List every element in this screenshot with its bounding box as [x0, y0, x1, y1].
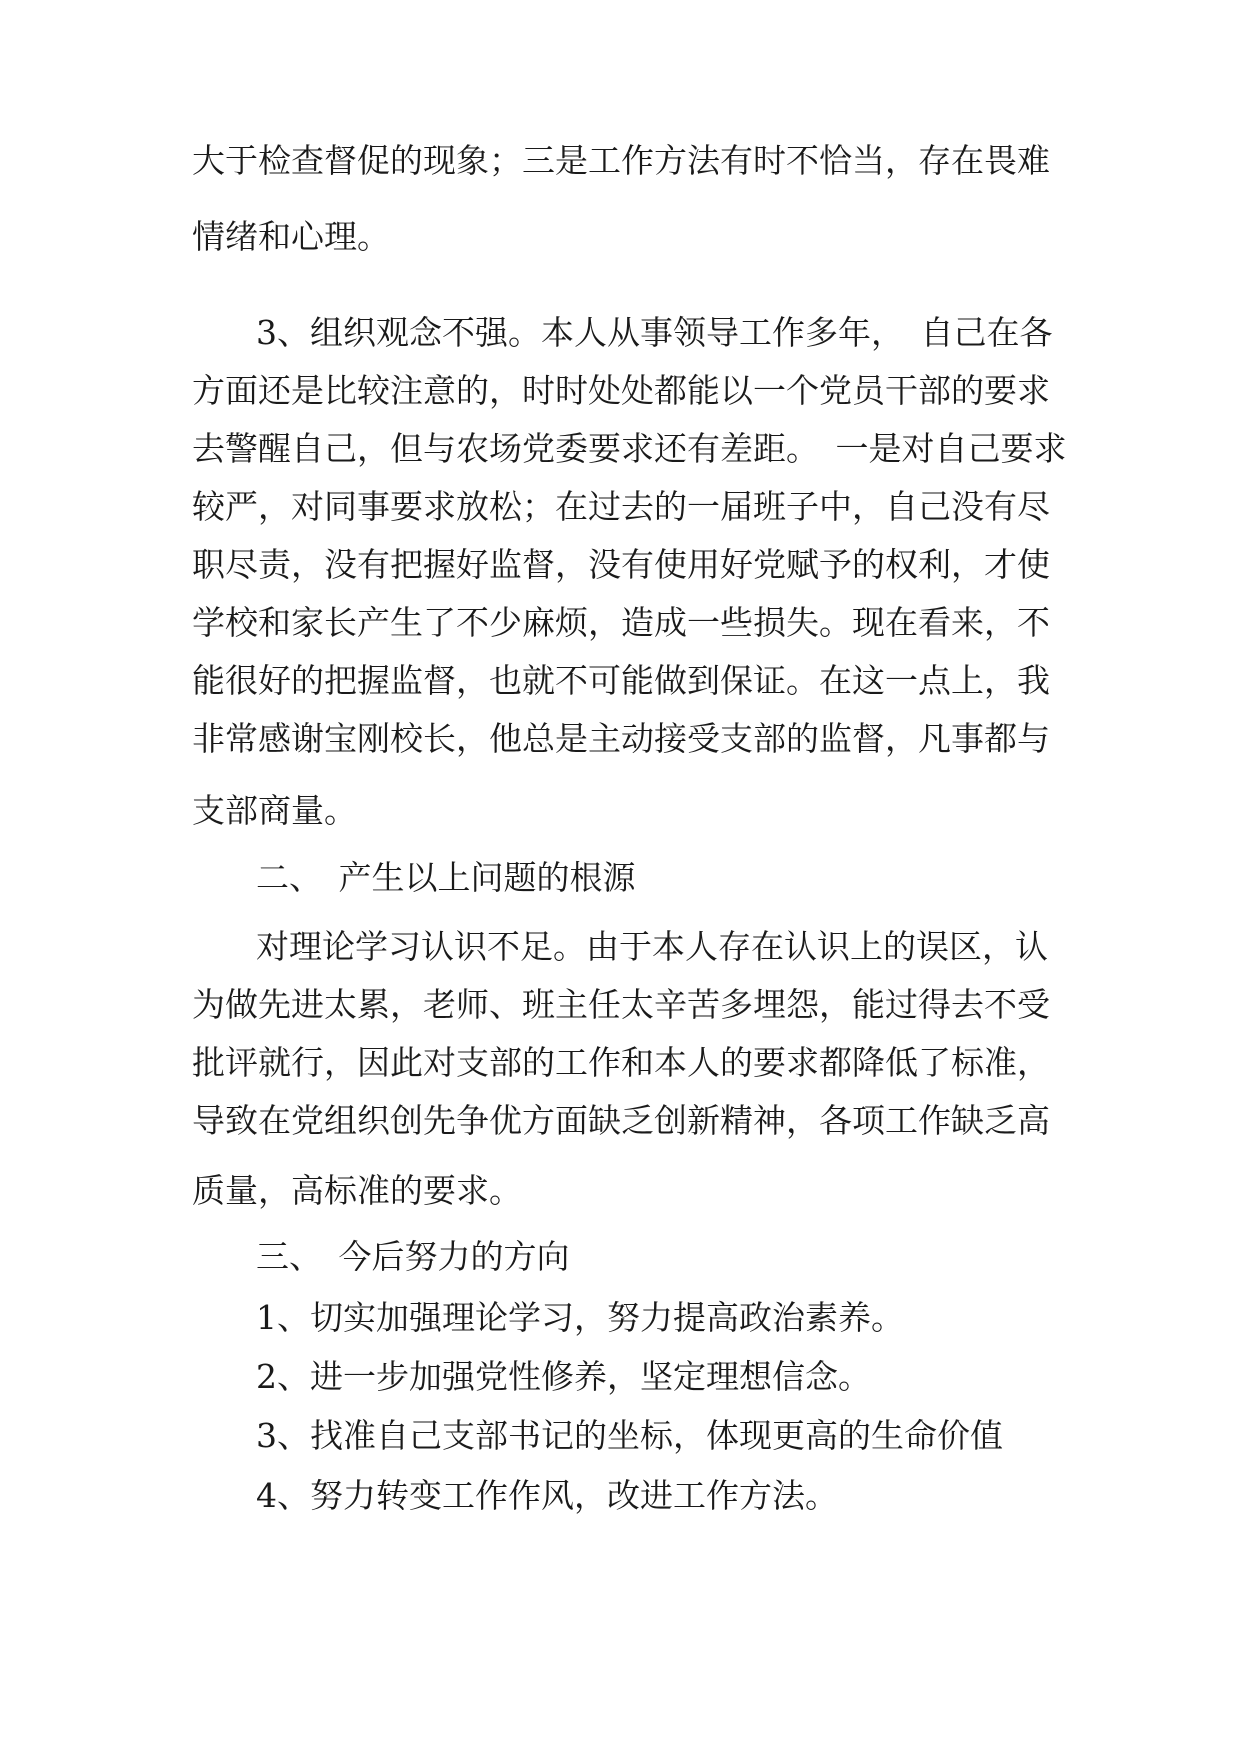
- list-item: 3、找准自己支部书记的坐标，体现更高的生命价值: [256, 1416, 1003, 1455]
- text-line: 大于检查督促的现象；三是工作方法有时不恰当，存在畏难: [192, 141, 1050, 180]
- text-line: 为做先进太累，老师、班主任太辛苦多埋怨，能过得去不受: [192, 985, 1050, 1024]
- paragraph-start-line: 3、组织观念不强。本人从事领导工作多年， 自己在各: [256, 313, 1053, 352]
- list-item: 2、进一步加强党性修养，坚定理想信念。: [256, 1357, 871, 1396]
- text-line: 导致在党组织创先争优方面缺乏创新精神，各项工作缺乏高: [192, 1101, 1050, 1140]
- text-line: 质量，高标准的要求。: [192, 1171, 522, 1210]
- text-line: 非常感谢宝刚校长，他总是主动接受支部的监督，凡事都与: [192, 719, 1050, 758]
- text-line: 支部商量。: [192, 791, 357, 830]
- text-line: 批评就行，因此对支部的工作和本人的要求都降低了标准，: [192, 1043, 1050, 1082]
- list-item: 4、努力转变工作作风，改进工作方法。: [256, 1476, 838, 1515]
- paragraph-start-line: 对理论学习认识不足。由于本人存在认识上的误区，认: [256, 927, 1048, 966]
- text-line: 能很好的把握监督，也就不可能做到保证。在这一点上，我: [192, 661, 1050, 700]
- text-line: 学校和家长产生了不少麻烦，造成一些损失。现在看来，不: [192, 603, 1050, 642]
- text-line: 去警醒自己，但与农场党委要求还有差距。 一是对自己要求: [192, 429, 1067, 468]
- text-line: 较严，对同事要求放松；在过去的一届班子中，自己没有尽: [192, 487, 1050, 526]
- section-heading: 三、 今后努力的方向: [256, 1237, 570, 1276]
- text-line: 情绪和心理。: [192, 217, 390, 256]
- text-line: 职尽责，没有把握好监督，没有使用好党赋予的权利，才使: [192, 545, 1050, 584]
- section-heading: 二、 产生以上问题的根源: [256, 858, 636, 897]
- text-line: 方面还是比较注意的，时时处处都能以一个党员干部的要求: [192, 371, 1050, 410]
- list-item: 1、切实加强理论学习，努力提高政治素养。: [256, 1298, 904, 1337]
